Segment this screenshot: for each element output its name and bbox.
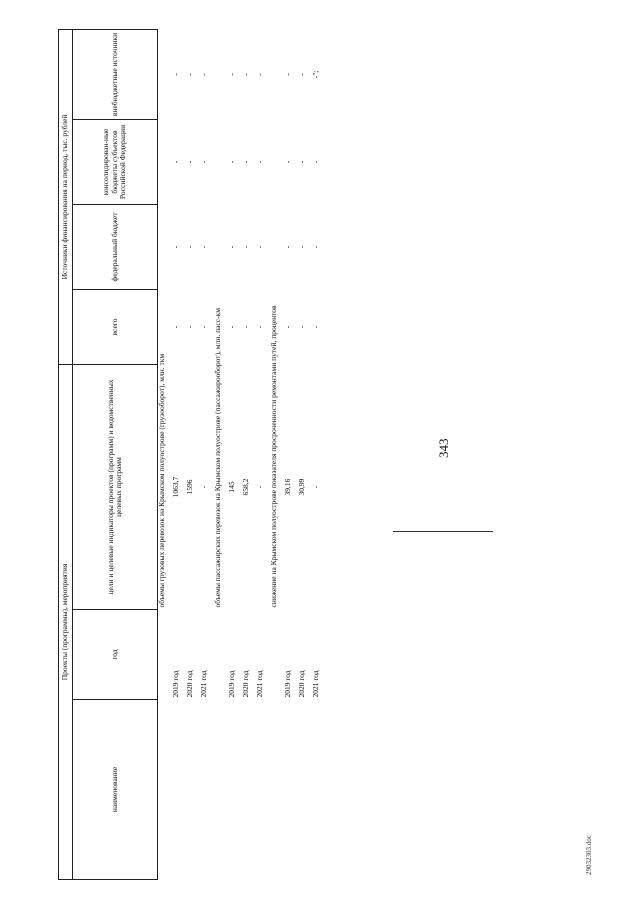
name-cell — [172, 700, 186, 880]
col-header-federal: федеральный бюджет — [73, 204, 158, 289]
name-cell — [312, 700, 326, 880]
federal-cell: - — [311, 245, 320, 249]
year-cell: 2019 год — [171, 670, 180, 698]
total-cell: - — [171, 325, 180, 329]
year-cell: 2020 год — [297, 670, 306, 698]
consolidated-cell: - — [311, 160, 320, 164]
year-cell: 2019 год — [283, 670, 292, 698]
name-cell — [256, 700, 270, 880]
consolidated-cell: - — [241, 160, 250, 164]
total-cell: - — [283, 325, 292, 329]
federal-cell: - — [255, 245, 264, 249]
extra-cell: - — [185, 73, 194, 76]
federal-cell: - — [227, 245, 236, 249]
consolidated-cell: - — [283, 160, 292, 164]
separator-line — [393, 531, 493, 532]
name-cell — [284, 700, 298, 880]
consolidated-cell: - — [199, 160, 208, 164]
name-cell — [228, 700, 242, 880]
col-header-goals: цели и целевые индикаторы проектов (программ) и ведомственных целевых программ — [73, 364, 158, 609]
extra-cell: - — [227, 73, 236, 76]
year-cell: 2020 год — [241, 670, 250, 698]
year-cell: 2020 год — [185, 670, 194, 698]
federal-cell: - — [199, 245, 208, 249]
extra-cell: - — [283, 73, 292, 76]
extra-cell: - — [241, 73, 250, 76]
indicator-value-cell: 1596 — [185, 479, 194, 495]
financing-table — [58, 29, 326, 880]
sources-header: Источники финансирования на период, тыс. рублей — [59, 29, 73, 364]
year-cell: 2021 год — [311, 670, 320, 698]
col-header-name: наименование — [73, 700, 158, 880]
consolidated-cell: - — [255, 160, 264, 164]
table-row — [186, 29, 200, 879]
indicator-value-cell: 1063,7 — [171, 476, 180, 498]
projects-header: Проекты (программы), мероприятия — [59, 364, 73, 879]
indicator-text: объемы пассажирских перевозок на Крымском полуострове (пассажирооборот), млн. пасс-км — [213, 308, 222, 608]
consolidated-cell: - — [185, 160, 194, 164]
table-row — [228, 29, 242, 879]
extra-cell: -"; — [311, 70, 320, 79]
extra-cell: - — [199, 73, 208, 76]
name-cell — [186, 700, 200, 880]
indicator-text: снижение на Крымском полуострове показателя просроченности ремонтами путей, процентов — [269, 305, 278, 608]
rotated-table-region — [58, 30, 578, 880]
col-header-consolidated: консолидирован-ные бюджеты субъектов Российской Федерации — [73, 119, 158, 204]
total-cell: - — [241, 325, 250, 329]
indicator-value-cell: 30,99 — [297, 478, 306, 496]
col-header-extra: внебюджетные источники — [73, 29, 158, 119]
extra-cell: - — [297, 73, 306, 76]
table-row — [312, 29, 326, 879]
year-cell: 2021 год — [255, 670, 264, 698]
indicator-text: объемы грузовых перевозок на Крымском полуострове (грузооборот), млн. ткм — [157, 353, 166, 608]
total-cell: - — [185, 325, 194, 329]
table-row — [298, 29, 312, 879]
federal-cell: - — [241, 245, 250, 249]
year-cell: 2021 год — [199, 670, 208, 698]
consolidated-cell: - — [227, 160, 236, 164]
indicator-value-cell: 39,16 — [283, 478, 292, 496]
name-cell — [200, 700, 214, 880]
table-row — [172, 29, 186, 879]
col-header-total: всего — [73, 289, 158, 364]
name-cell — [298, 700, 312, 880]
indicator-value-cell: 658,2 — [241, 478, 250, 496]
indicator-row — [158, 29, 173, 879]
federal-cell: - — [297, 245, 306, 249]
indicator-value-cell: - — [199, 485, 208, 489]
extra-cell: - — [171, 73, 180, 76]
table-body — [158, 29, 327, 879]
indicator-row — [214, 29, 228, 879]
indicator-row — [270, 29, 284, 879]
federal-cell: - — [171, 245, 180, 249]
indicator-value-cell: 145 — [227, 481, 236, 493]
col-header-year: год — [73, 610, 158, 700]
total-cell: - — [255, 325, 264, 329]
consolidated-cell: - — [171, 160, 180, 164]
total-cell: - — [311, 325, 320, 329]
indicator-value-cell: - — [311, 485, 320, 489]
federal-cell: - — [283, 245, 292, 249]
extra-cell: - — [255, 73, 264, 76]
total-cell: - — [297, 325, 306, 329]
table-row — [256, 29, 270, 879]
name-cell — [242, 700, 256, 880]
page-number: 343 — [436, 438, 451, 458]
year-cell: 2019 год — [227, 670, 236, 698]
document-filename: 29032303.doc — [585, 835, 593, 875]
total-cell: - — [199, 325, 208, 329]
table-row — [284, 29, 298, 879]
table-row — [242, 29, 256, 879]
table-row — [200, 29, 214, 879]
total-cell: - — [227, 325, 236, 329]
consolidated-cell: - — [297, 160, 306, 164]
indicator-value-cell: - — [255, 485, 264, 489]
federal-cell: - — [185, 245, 194, 249]
